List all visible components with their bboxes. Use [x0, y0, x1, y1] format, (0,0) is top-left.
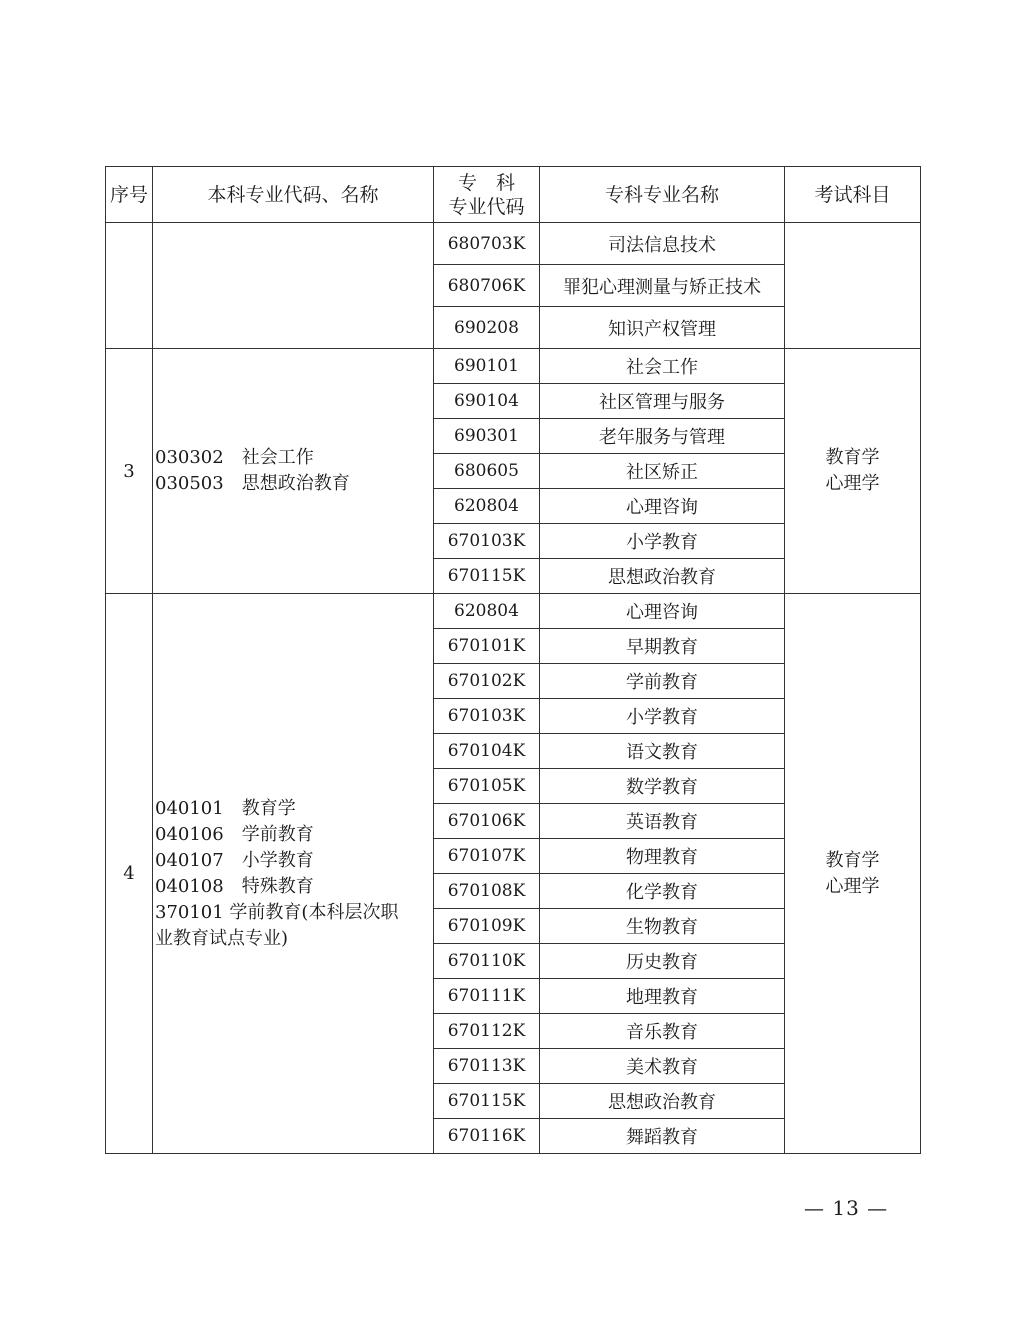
exam-line: 教育学 [825, 849, 880, 871]
name-cell: 舞蹈教育 [540, 1119, 785, 1154]
name-cell: 历史教育 [540, 944, 785, 979]
undergrad-line: 040108 特殊教育 [155, 875, 314, 897]
code-cell: 680703K [434, 223, 540, 265]
code-cell: 620804 [434, 594, 540, 629]
page-number: — 13 — [804, 1196, 889, 1220]
undergrad-line: 030503 思想政治教育 [155, 473, 350, 494]
table-row [106, 223, 921, 265]
name-cell: 化学教育 [540, 874, 785, 909]
code-cell: 670113K [434, 1049, 540, 1084]
exam-cell [785, 223, 921, 349]
undergrad-line: 040101 教育学 [155, 797, 296, 819]
seq-cell: 4 [106, 594, 153, 1154]
code-cell: 620804 [434, 489, 540, 524]
exam-line: 心理学 [825, 473, 880, 494]
name-cell: 小学教育 [540, 699, 785, 734]
seq-cell [106, 223, 153, 349]
name-cell: 学前教育 [540, 664, 785, 699]
code-cell: 670101K [434, 629, 540, 664]
name-cell: 地理教育 [540, 979, 785, 1014]
exam-line: 心理学 [825, 875, 880, 897]
name-cell: 老年服务与管理 [540, 419, 785, 454]
code-cell: 690101 [434, 349, 540, 384]
undergrad-line: 040107 小学教育 [155, 849, 314, 871]
code-cell: 670111K [434, 979, 540, 1014]
undergrad-line: 业教育试点专业) [155, 927, 289, 949]
name-cell: 数学教育 [540, 769, 785, 804]
header-exam: 考试科目 [785, 167, 921, 223]
header-seq: 序号 [106, 167, 153, 223]
undergrad-cell [153, 349, 434, 594]
header-undergrad: 本科专业代码、名称 [153, 167, 434, 223]
undergrad-line: 370101 学前教育(本科层次职 [155, 901, 399, 923]
code-cell: 670108K [434, 874, 540, 909]
table-row [106, 349, 921, 384]
header-code-line2: 专业代码 [448, 195, 525, 218]
name-cell: 英语教育 [540, 804, 785, 839]
name-cell: 小学教育 [540, 524, 785, 559]
exam-cell [785, 349, 921, 594]
name-cell: 早期教育 [540, 629, 785, 664]
code-cell: 670102K [434, 664, 540, 699]
code-cell: 670116K [434, 1119, 540, 1154]
code-cell: 670107K [434, 839, 540, 874]
name-cell: 生物教育 [540, 909, 785, 944]
exam-cell [785, 594, 921, 1154]
header-code [434, 167, 540, 223]
table-header-row [106, 167, 921, 223]
name-cell: 语文教育 [540, 734, 785, 769]
header-code-line1: 专 科 [457, 171, 515, 194]
name-cell: 社区管理与服务 [540, 384, 785, 419]
code-cell: 670106K [434, 804, 540, 839]
code-cell: 690208 [434, 307, 540, 349]
name-cell: 思想政治教育 [540, 559, 785, 594]
name-cell: 社区矫正 [540, 454, 785, 489]
name-cell: 物理教育 [540, 839, 785, 874]
name-cell: 思想政治教育 [540, 1084, 785, 1119]
code-cell: 690301 [434, 419, 540, 454]
name-cell: 社会工作 [540, 349, 785, 384]
undergrad-cell [153, 594, 434, 1154]
header-name: 专科专业名称 [540, 167, 785, 223]
undergrad-cell [153, 223, 434, 349]
code-cell: 670110K [434, 944, 540, 979]
undergrad-line: 030302 社会工作 [155, 447, 314, 468]
name-cell: 知识产权管理 [540, 307, 785, 349]
code-cell: 690104 [434, 384, 540, 419]
code-cell: 680605 [434, 454, 540, 489]
undergrad-line: 040106 学前教育 [155, 823, 314, 845]
name-cell: 罪犯心理测量与矫正技术 [540, 265, 785, 307]
table-row [106, 594, 921, 629]
majors-table [105, 166, 921, 1154]
code-cell: 680706K [434, 265, 540, 307]
name-cell: 美术教育 [540, 1049, 785, 1084]
name-cell: 心理咨询 [540, 489, 785, 524]
code-cell: 670103K [434, 699, 540, 734]
seq-cell: 3 [106, 349, 153, 594]
code-cell: 670103K [434, 524, 540, 559]
name-cell: 司法信息技术 [540, 223, 785, 265]
code-cell: 670112K [434, 1014, 540, 1049]
code-cell: 670115K [434, 1084, 540, 1119]
code-cell: 670109K [434, 909, 540, 944]
name-cell: 音乐教育 [540, 1014, 785, 1049]
code-cell: 670104K [434, 734, 540, 769]
code-cell: 670105K [434, 769, 540, 804]
name-cell: 心理咨询 [540, 594, 785, 629]
exam-line: 教育学 [825, 447, 880, 468]
code-cell: 670115K [434, 559, 540, 594]
